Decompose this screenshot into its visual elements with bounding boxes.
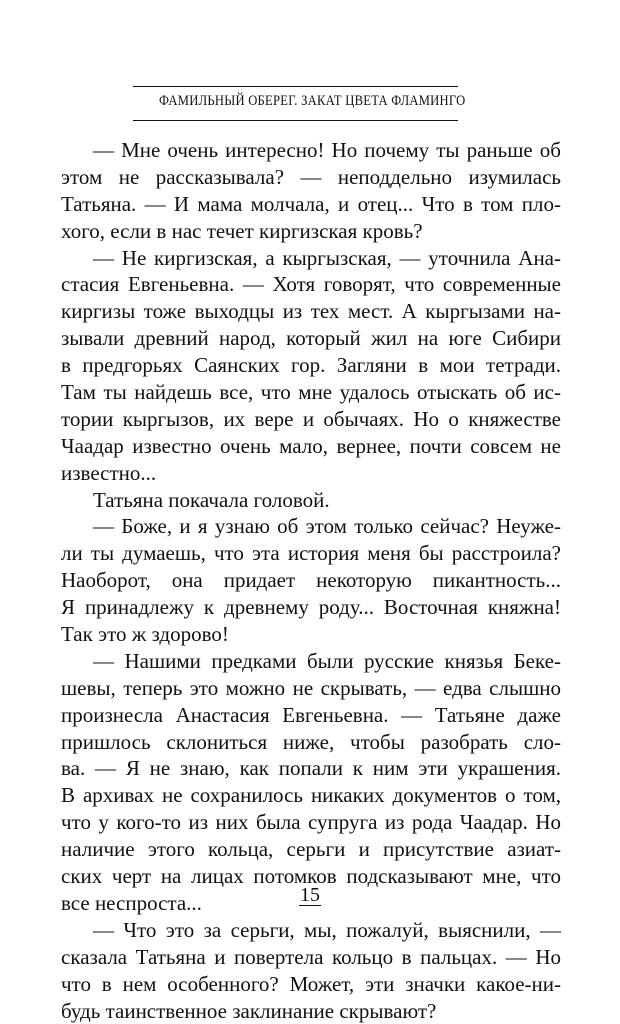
page-number-label: 15 bbox=[299, 885, 321, 906]
text-line: зывали древний народ, который жил на юге Сибири bbox=[61, 325, 561, 352]
text-line: Там ты найдешь все, что мне удалось отыскать об ис- bbox=[61, 379, 561, 406]
text-line: пришлось склониться ниже, чтобы разобрать сло- bbox=[61, 729, 561, 756]
text-line: В архивах не сохранилось никаких документов о том, bbox=[61, 782, 561, 809]
text-line: — Мне очень интересно! Но почему ты раньше об bbox=[61, 137, 561, 164]
header-rule-bottom bbox=[133, 120, 458, 121]
text-line: Татьяна. — И мама молчала, и отец... Что в том пло- bbox=[61, 191, 561, 218]
text-line: Так это ж здорово! bbox=[61, 621, 561, 648]
text-line: ских черт на лицах потомков подсказывают мне, что bbox=[61, 863, 561, 890]
text-line: киргизы тоже выходцы из тех мест. А кыргызами на- bbox=[61, 298, 561, 325]
text-line: — Что это за серьги, мы, пожалуй, выяснили, — bbox=[61, 917, 561, 944]
text-line: произнесла Анастасия Евгеньевна. — Татьяне даже bbox=[61, 702, 561, 729]
text-line: ли ты думаешь, что эта история меня бы расстроила? bbox=[61, 540, 561, 567]
text-line: ва. — Я не знаю, как попали к ним эти украшения. bbox=[61, 755, 561, 782]
text-line: — Боже, и я узнаю об этом только сейчас? Неуже- bbox=[61, 513, 561, 540]
text-line: сказала Татьяна и повертела кольцо в пальцах. — Но bbox=[61, 944, 561, 971]
text-line: — Не киргизская, а кыргызская, — уточнила Ана- bbox=[61, 245, 561, 272]
text-line: стасия Евгеньевна. — Хотя говорят, что современные bbox=[61, 271, 561, 298]
page-number bbox=[0, 884, 620, 907]
header-rule-top bbox=[133, 86, 458, 87]
text-line: будь таинственное заклинание скрывают? bbox=[61, 998, 561, 1024]
text-line: наличие этого кольца, серьги и присутствие азиат- bbox=[61, 836, 561, 863]
text-line: тории кыргызов, их вере и обычаях. Но о княжестве bbox=[61, 406, 561, 433]
text-line: Наоборот, она придает некоторую пикантность... bbox=[61, 567, 561, 594]
text-line: этом не рассказывала? — неподдельно изумилась bbox=[61, 164, 561, 191]
text-line: известно... bbox=[61, 460, 561, 487]
text-line: Чаадар известно очень мало, вернее, почти совсем не bbox=[61, 433, 561, 460]
text-line: все неспроста... bbox=[61, 890, 561, 917]
text-line: хого, если в нас течет киргизская кровь? bbox=[61, 218, 561, 245]
running-head: ФАМИЛЬНЫЙ ОБЕРЕГ. ЗАКАТ ЦВЕТА ФЛАМИНГО bbox=[159, 93, 432, 110]
text-line: что в нем особенного? Может, эти значки какое-ни- bbox=[61, 971, 561, 998]
text-line: что у кого-то из них была супруга из рода Чаадар. Но bbox=[61, 809, 561, 836]
text-line: Я принадлежу к древнему роду... Восточная княжна! bbox=[61, 594, 561, 621]
text-line: — Нашими предками были русские князья Беке- bbox=[61, 648, 561, 675]
text-line: Татьяна покачала головой. bbox=[61, 487, 561, 514]
text-line: шевы, теперь это можно не скрывать, — едва слышно bbox=[61, 675, 561, 702]
text-line: в предгорьях Саянских гор. Загляни в мои тетради. bbox=[61, 352, 561, 379]
